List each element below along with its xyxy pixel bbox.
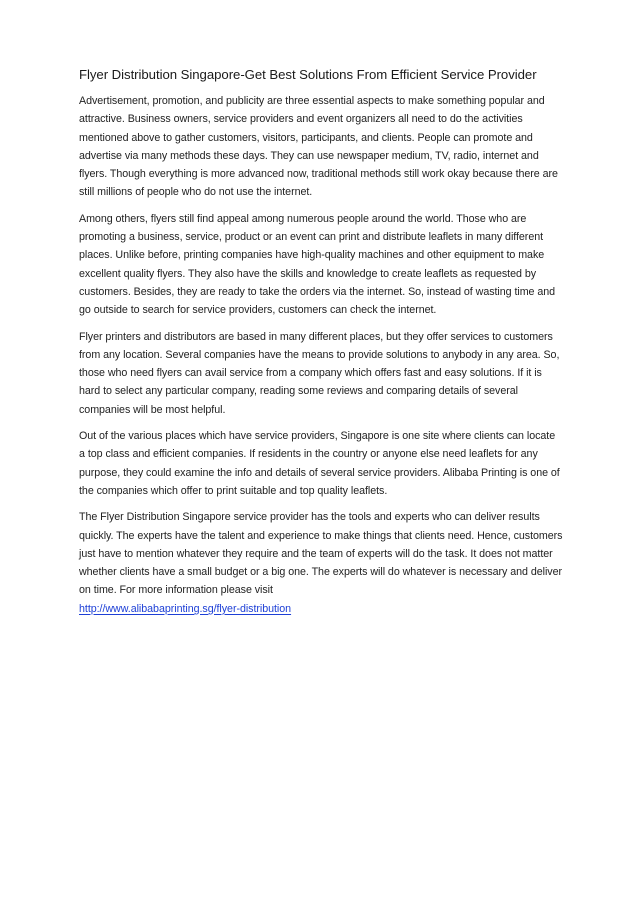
paragraph-5 [79,508,563,618]
paragraph-3: Flyer printers and distributors are based in many different places, but they offer services to customers from any location. Several companies have the means to provide solutions to anybody in any area. So, those who need flyers can avail service from a company which offers fast and easy solutions. If it is hard to select any particular company, reading some reviews and comparing details of several companies will be most helpful. [79,330,560,416]
document-title: Flyer Distribution Singapore-Get Best Solutions From Efficient Service Provider [79,67,537,82]
paragraph-2: Among others, flyers still find appeal among numerous people around the world. Those who are promoting a business, service, product or an event can print and distribute leaflets in many different places. Unlike before, printing companies have high-quality machines and other equipment to make excellent quality flyers. They also have the skills and knowledge to create leaflets as requested by customers. Besides, they are ready to take the orders via the internet. So, instead of wasting time and go outside to search for service providers, customers can check the internet. [79,212,556,317]
paragraph-1: Advertisement, promotion, and publicity are three essential aspects to make something popular and attractive. Business owners, service providers and event organizers all need to do the activities mentioned above to gather customers, visitors, participants, and clients. People can promote and advertise via many methods these days. They can use newspaper medium, TV, radio, internet and flyers. Though everything is more advanced now, traditional methods still work okay because there are still millions of people who do not use the internet. [79,95,558,199]
flyer-distribution-link[interactable]: http://www.alibabaprinting.sg/flyer-distribution [79,602,292,615]
document-body [79,66,563,626]
paragraph-5-text: The Flyer Distribution Singapore service provider has the tools and experts who can deliver results quickly. The experts have the talent and experience to make things that clients need. Hence, customers just have to mention whatever they require and the team of experts will do the task. It does not matter whether clients have a small budget or a big one. The experts will do whatever is necessary and deliver on time. For more information please visit [79,511,563,597]
paragraph-4: Out of the various places which have service providers, Singapore is one site where clients can locate a top class and efficient companies. If residents in the country or anyone else need leaflets for any purpose, they could examine the info and details of several service providers. Alibaba Printing is one of the companies which offer to print suitable and top quality leaflets. [79,430,560,497]
